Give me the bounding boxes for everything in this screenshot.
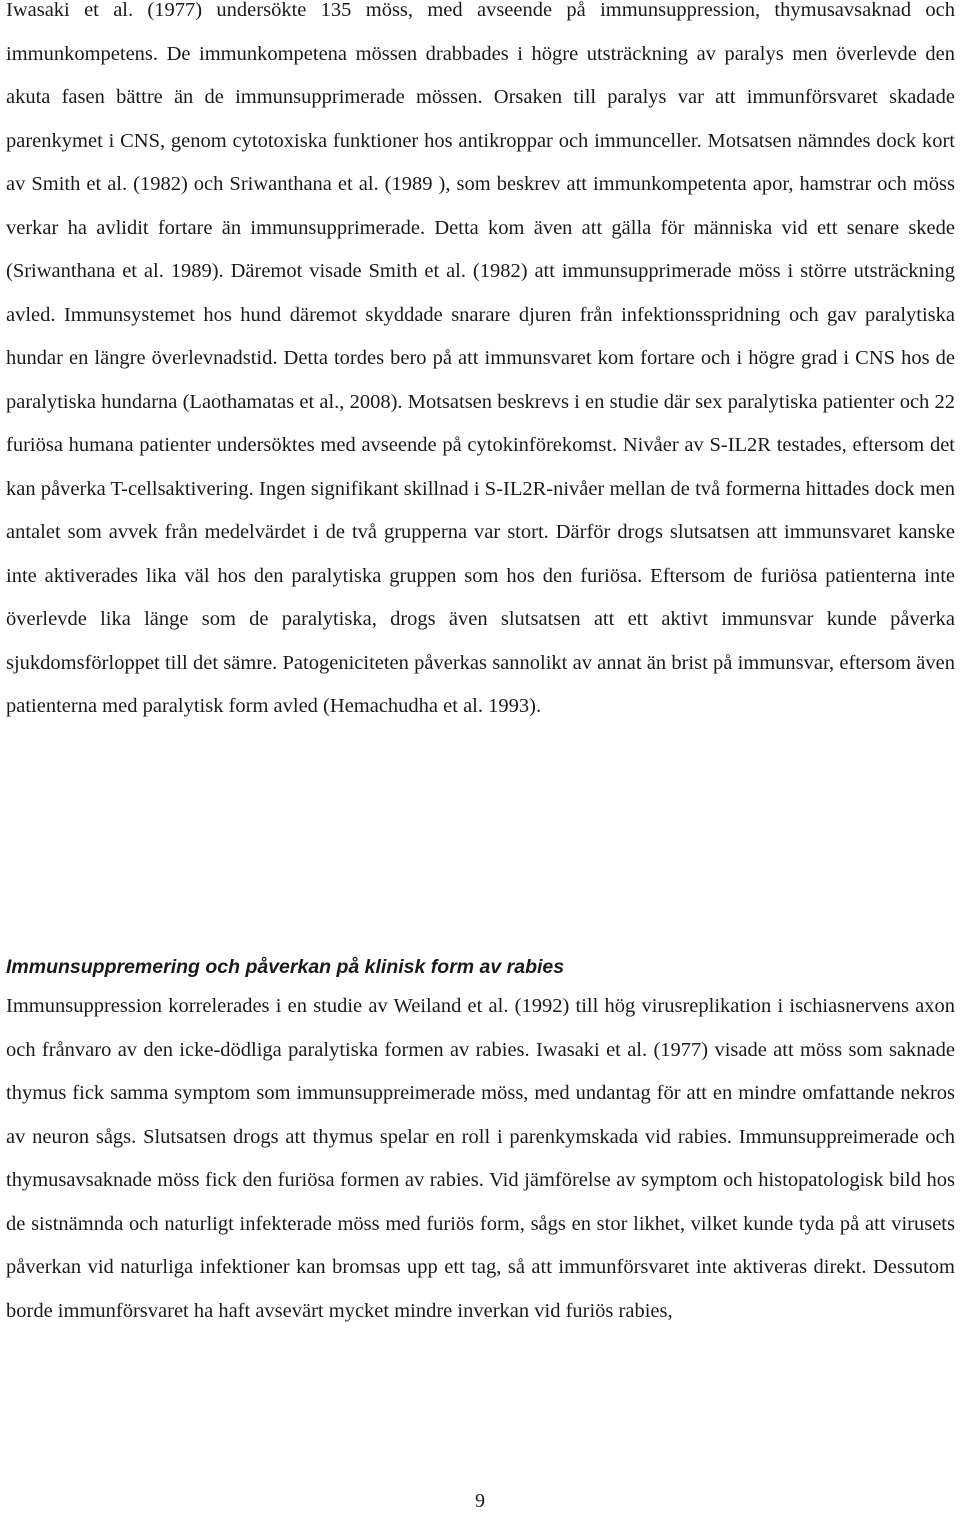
section-heading: Immunsuppremering och påverkan på klinisk form av rabies — [6, 956, 565, 978]
body-paragraph-1: Iwasaki et al. (1977) undersökte 135 möss, med avseende på immunsuppression, thymusavsaknad och immunkompetens. De immunkompetena mössen drabbades i högre utsträckning av paralys men överlevde den akuta fasen bättre än de immunsupprimerade mössen. Orsaken till paralys var att immunförsvaret skadade parenkymet i CNS, genom cytotoxiska funktioner hos antikroppar och immunceller. Motsatsen nämndes dock kort av Smith et al. (1982) och Sriwanthana et al. (1989 ), som beskrev att immunkompetenta apor, hamstrar och möss verkar ha avlidit fortare än immunsupprimerade. Detta kom även att gälla för människa vid ett senare skede (Sriwanthana et al. 1989). Däremot visade Smith et al. (1982) att immunsupprimerade möss i större utsträckning avled. Immunsystemet hos hund däremot skyddade snarare djuren från infektionsspridning och gav paralytiska hundar en längre överlevnadstid. Detta tordes bero på att immunsvaret kom fortare och i högre grad i CNS hos de paralytiska hundarna (Laothamatas et al., 2008). Motsatsen beskrevs i en studie där sex paralytiska patienter och 22 furiösa humana patienter undersöktes med avseende på cytokinförekomst. Nivåer av S-IL2R testades, eftersom det kan påverka T-cellsaktivering. Ingen signifikant skillnad i S-IL2R-nivåer mellan de två formerna hittades dock men antalet som avvek från medelvärdet i de två grupperna var stort. Därför drogs slutsatsen att immunsvaret kanske inte aktiverades lika väl hos den paralytiska gruppen som hos den furiösa. Eftersom de furiösa patienterna inte överlevde lika länge som de paralytiska, drogs även slutsatsen att ett aktivt immunsvar kunde påverka sjukdomsförloppet till det sämre. Patogeniciteten påverkas sannolikt av annat än brist på immunsvar, eftersom även patienterna med paralytisk form avled (Hemachudha et al. 1993). — [6, 0, 955, 717]
body-paragraph-2: Immunsuppression korrelerades i en studie av Weiland et al. (1992) till hög virusreplikation i ischiasnervens axon och frånvaro av den icke-dödliga paralytiska formen av rabies. Iwasaki et al. (1977) visade att möss som saknade thymus fick samma symptom som immunsuppreimerade möss, med undantag för att en mindre omfattande nekros av neuron sågs. Slutsatsen drogs att thymus spelar en roll i parenkymskada vid rabies. Immunsuppreimerade och thymusavsaknade möss fick den furiösa formen av rabies. Vid jämförelse av symptom och histopatologisk bild hos de sistnämnda och naturligt infekterade möss med furiös form, sågs en stor likhet, vilket kunde tyda på att virusets påverkan vid naturliga infektioner kan bromsas upp ett tag, så att immunförsvaret inte aktiveras direkt. Dessutom borde immunförsvaret ha haft avsevärt mycket mindre inverkan vid furiös rabies, — [6, 995, 955, 1322]
page-number: 9 — [475, 1490, 485, 1512]
document-page — [6, 0, 955, 1322]
